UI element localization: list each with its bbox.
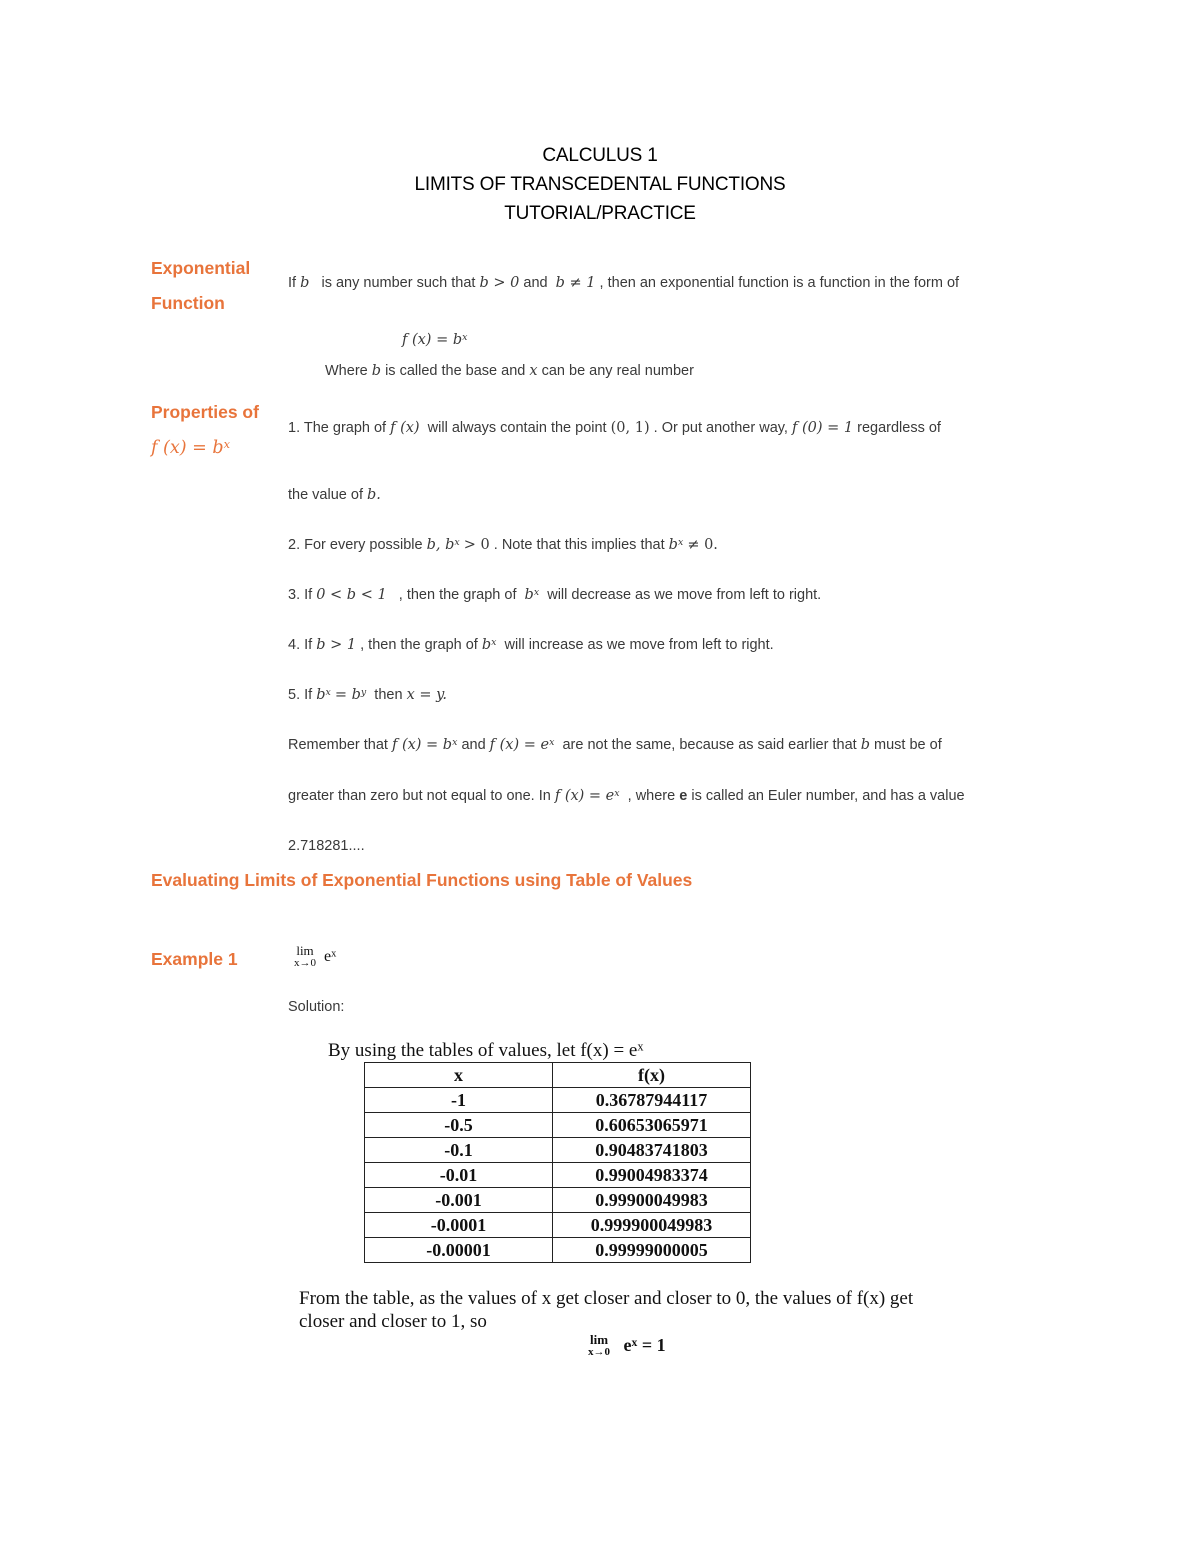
exp-formula: f $(x) = b^x$: [402, 331, 468, 348]
properties-label: Properties of: [151, 402, 259, 422]
values-table: [364, 1062, 751, 1263]
table-cell-fx: 0.90483741803: [553, 1138, 751, 1163]
table-row: [365, 1213, 751, 1238]
properties-formula: f $(x) = b^x$: [151, 436, 230, 458]
table-row: [365, 1138, 751, 1163]
table-cell-x: -0.0001: [365, 1213, 553, 1238]
lim-bottom: x→0: [294, 957, 316, 969]
table-intro: By using the tables of values, let $f(x) = e^x$: [328, 1039, 644, 1061]
table-cell-fx: 0.999900049983: [553, 1213, 751, 1238]
table-cell-fx: 0.99004983374: [553, 1163, 751, 1188]
exp-where: Where b is called the base and x can be any real number: [325, 363, 694, 379]
final-lim-bottom: x→0: [588, 1346, 610, 1358]
lim-top: lim: [296, 943, 314, 958]
final-lim-top: lim: [589, 1332, 609, 1347]
property-4: 4. If b > 1 , then the graph of $b^x$ will increase as we move from left to right.: [288, 636, 774, 653]
doc-subtitle-2: TUTORIAL/PRACTICE: [504, 203, 696, 224]
remember-line-1: Remember that f $(x) = b^x$ and f $(x) = e^x$ are not the same, because as said earlier that b must be of: [288, 736, 942, 753]
table-cell-x: -0.1: [365, 1138, 553, 1163]
exp-definition: If b is any number such that b > 0 and b ≠ 1 , then an exponential function is a function in the form of: [288, 275, 960, 291]
property-5: 5. If $b^x = b^y$ then x = y.: [288, 686, 447, 703]
property-1: 1. The graph of f (x) will always contain the point (0, 1) . Or put another way, f (0) = 1 regardless of: [288, 420, 941, 436]
example-1-label: Example 1: [151, 949, 238, 969]
doc-title: CALCULUS 1: [542, 145, 658, 166]
table-cell-x: -0.00001: [365, 1238, 553, 1263]
table-row: [365, 1088, 751, 1113]
property-2: 2. For every possible b, $b^x > 0$ . Note that this implies that $b^x \ne 0$.: [288, 536, 718, 553]
conclusion-line-1: From the table, as the values of x get closer and closer to 0, the values of f(x) get: [299, 1288, 914, 1309]
remember-line-2: greater than zero but not equal to one. In f $(x) = e^x$ , where e is called an Euler number, and has a value: [288, 787, 965, 804]
solution-label: Solution:: [288, 999, 345, 1015]
table-cell-x: -0.01: [365, 1163, 553, 1188]
final-limit: lim x→0 $e^x = 1$: [588, 1332, 666, 1358]
table-cell-fx: 0.99999000005: [553, 1238, 751, 1263]
table-cell-fx: 0.36787944117: [553, 1088, 751, 1113]
example-1-limit: lim x→0 $e^x$: [294, 943, 337, 969]
euler-value: 2.718281....: [288, 838, 365, 854]
table-row: [365, 1163, 751, 1188]
table-cell-fx: 0.99900049983: [553, 1188, 751, 1213]
doc-subtitle: LIMITS OF TRANSCEDENTAL FUNCTIONS: [414, 174, 786, 195]
property-1-cont: the value of b.: [288, 487, 381, 503]
conclusion-line-2: closer and closer to 1, so: [299, 1311, 487, 1332]
table-header-row: [365, 1063, 751, 1088]
table-row: [365, 1188, 751, 1213]
table-cell-x: -0.001: [365, 1188, 553, 1213]
table-header-x: x: [365, 1063, 553, 1088]
exp-function-label-2: Function: [151, 293, 225, 313]
property-3: 3. If 0 < b < 1 , then the graph of $b^x$ will decrease as we move from left to right.: [288, 586, 822, 603]
table-cell-x: -0.5: [365, 1113, 553, 1138]
section-heading: Evaluating Limits of Exponential Functions using Table of Values: [151, 870, 693, 890]
table-row: [365, 1238, 751, 1263]
table-header-fx: f(x): [553, 1063, 751, 1088]
table-row: [365, 1113, 751, 1138]
exp-function-label-1: Exponential: [151, 258, 251, 278]
table-cell-x: -1: [365, 1088, 553, 1113]
table-cell-fx: 0.60653065971: [553, 1113, 751, 1138]
